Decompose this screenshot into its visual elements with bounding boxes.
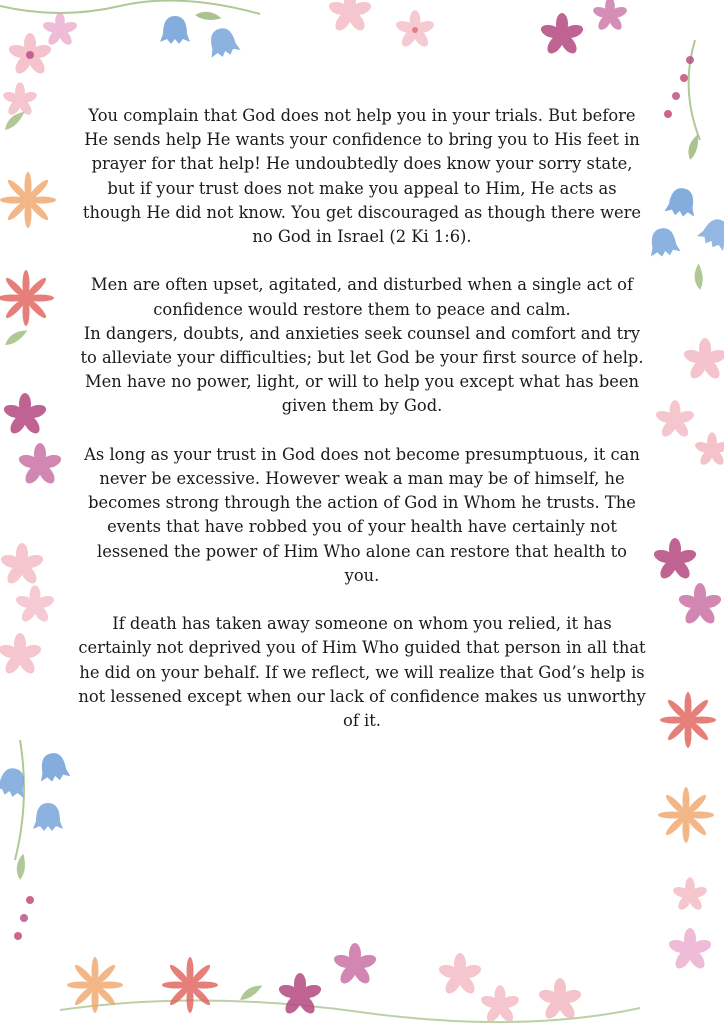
- right-flowers: [646, 40, 724, 971]
- bottom-flowers: [60, 943, 640, 1024]
- paragraph-3: As long as your trust in God does not become presumptuous, it can never be excessive. However weak a man may be of himself, he becomes strong through the action of God in Whom he trusts. The events that have robbed you of your health have certainly not lessened the power of Him Who alone can restore that health to you.: [84, 444, 640, 585]
- paragraph-2-line-1: Men are often upset, agitated, and disturbed when a single act of confidence would restore them to peace and calm.: [91, 275, 633, 319]
- top-flowers: [0, 0, 628, 76]
- left-flowers: [0, 82, 71, 940]
- paragraph-2-line-2: In dangers, doubts, and anxieties seek counsel and comfort and try to alleviate your difficulties; but let God be your first source of help. Men have no power, light, or will to help you except what has been given them by God.: [80, 323, 644, 416]
- paragraph-4: If death has taken away someone on whom you relied, it has certainly not deprived you of Him Who guided that person in all that he did on your behalf. If we reflect, we will realize that God’s help is not lessened except when our lack of confidence makes us unworthy of it.: [78, 614, 646, 731]
- paragraph-2: [78, 273, 646, 418]
- quote-text: [78, 104, 646, 757]
- paragraph-1: You complain that God does not help you in your trials. But before He sends help He wants your confidence to bring you to His feet in prayer for that help! He undoubtedly does know your sorry state, but if your trust does not make you appeal to Him, He acts as though He did not know. You get discouraged as though there were no God in Israel (2 Ki 1:6).: [82, 106, 642, 247]
